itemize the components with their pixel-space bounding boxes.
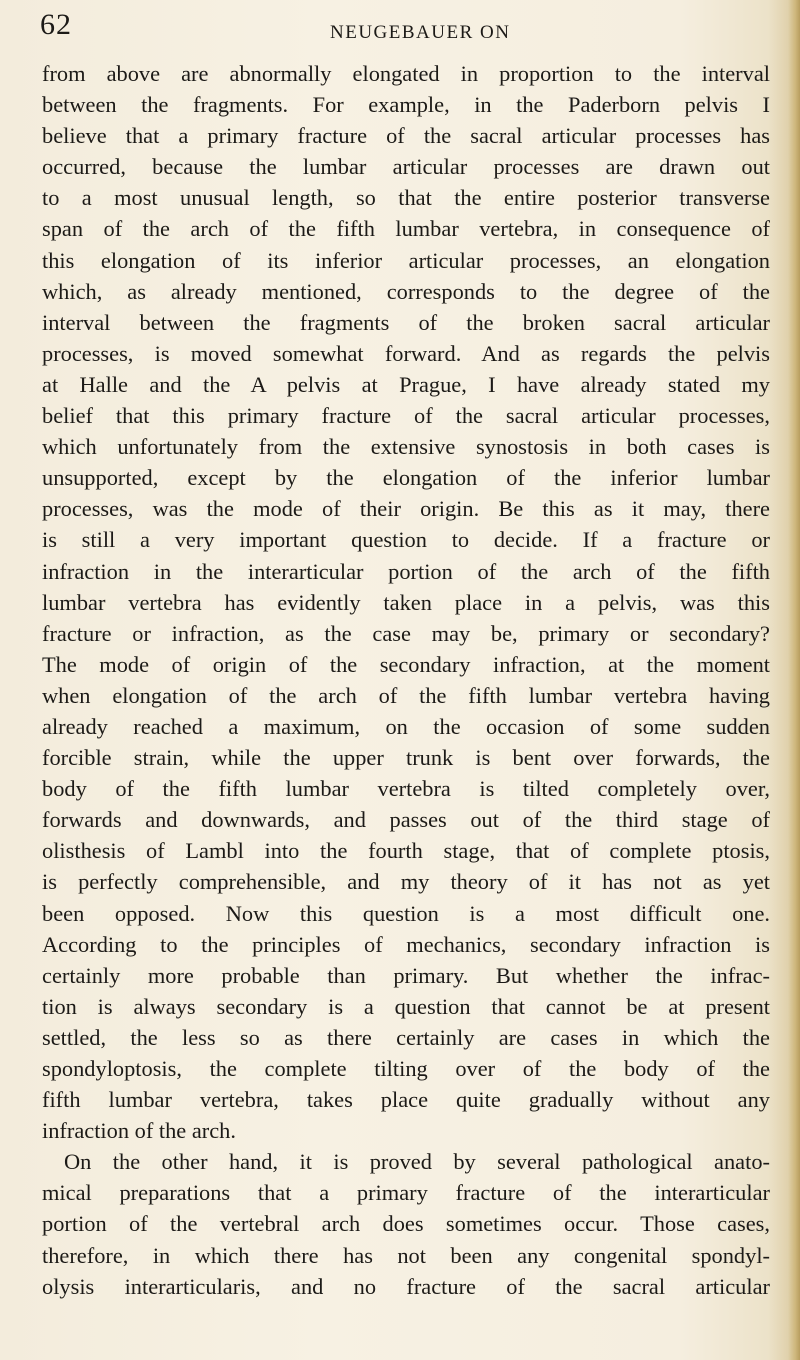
text-line: spondyloptosis, the complete tilting over of the body of the: [42, 1056, 770, 1081]
text-line: occurred, because the lumbar articular processes are drawn out: [42, 154, 770, 180]
text-line: infraction in the interarticular portion of the arch of the fifth: [42, 558, 770, 584]
text-line: tion is always secondary is a question that cannot be at present: [42, 993, 770, 1019]
text-line: processes, was the mode of their origin. Be this as it may, there: [42, 496, 770, 522]
text-line: at Halle and the A pelvis at Prague, I have already stated my: [42, 371, 770, 397]
text-line: been opposed. Now this question is a most difficult one.: [42, 900, 770, 926]
text-line: settled, the less so as there certainly are cases in which the: [42, 1024, 770, 1050]
text-line: which, as already mentioned, corresponds to the degree of the: [42, 278, 770, 304]
text-line: processes, is moved somewhat forward. And as regards the pelvis: [42, 340, 770, 366]
page-edge-shading: [788, 0, 800, 1360]
text-line: when elongation of the arch of the fifth lumbar vertebra having: [42, 682, 770, 708]
text-line: unsupported, except by the elongation of the inferior lumbar: [42, 465, 770, 491]
text-line: believe that a primary fracture of the sacral articular processes has: [42, 123, 770, 149]
text-line: from above are abnormally elongated in proportion to the interval: [42, 61, 770, 86]
running-head: NEUGEBAUER ON: [330, 22, 511, 43]
text-line: body of the fifth lumbar vertebra is tilted completely over,: [42, 776, 770, 802]
text-line: already reached a maximum, on the occasion of some sudden: [42, 713, 770, 739]
text-line: olisthesis of Lambl into the fourth stage, that of complete ptosis,: [42, 838, 770, 864]
text-line: is still a very important question to decide. If a fracture or: [42, 527, 770, 553]
text-line: According to the principles of mechanics, secondary infraction is: [42, 931, 770, 957]
body-text: [42, 58, 770, 1302]
text-line: forcible strain, while the upper trunk is bent over forwards, the: [42, 745, 770, 771]
text-line: to a most unusual length, so that the entire posterior transverse: [42, 185, 770, 211]
page-number: 62: [40, 8, 72, 41]
text-line: forwards and downwards, and passes out of the third stage of: [42, 807, 770, 833]
text-line: The mode of origin of the secondary infraction, at the moment: [42, 651, 770, 677]
text-line: portion of the vertebral arch does sometimes occur. Those cases,: [42, 1211, 770, 1237]
text-line: this elongation of its inferior articular processes, an elongation: [42, 247, 770, 273]
text-line: between the fragments. For example, in the Paderborn pelvis I: [42, 92, 770, 118]
text-line: olysis interarticularis, and no fracture of the sacral articular: [42, 1273, 770, 1299]
text-line: span of the arch of the fifth lumbar vertebra, in consequence of: [42, 216, 770, 242]
text-line: therefore, in which there has not been any congenital spondyl-: [42, 1242, 770, 1268]
text-line: fifth lumbar vertebra, takes place quite gradually without any: [42, 1087, 770, 1113]
paragraph-first-line: On the other hand, it is proved by several pathological anato-: [64, 1149, 770, 1175]
text-line: is perfectly comprehensible, and my theory of it has not as yet: [42, 869, 770, 895]
text-line: which unfortunately from the extensive synostosis in both cases is: [42, 434, 770, 460]
paragraph-last-line: infraction of the arch.: [42, 1118, 236, 1144]
text-line: interval between the fragments of the broken sacral articular: [42, 309, 770, 335]
text-line: certainly more probable than primary. But whether the infrac-: [42, 962, 770, 988]
text-line: belief that this primary fracture of the sacral articular processes,: [42, 403, 770, 429]
text-line: lumbar vertebra has evidently taken place in a pelvis, was this: [42, 589, 770, 615]
text-line: mical preparations that a primary fracture of the interarticular: [42, 1180, 770, 1206]
text-line: fracture or infraction, as the case may be, primary or secondary?: [42, 620, 770, 646]
